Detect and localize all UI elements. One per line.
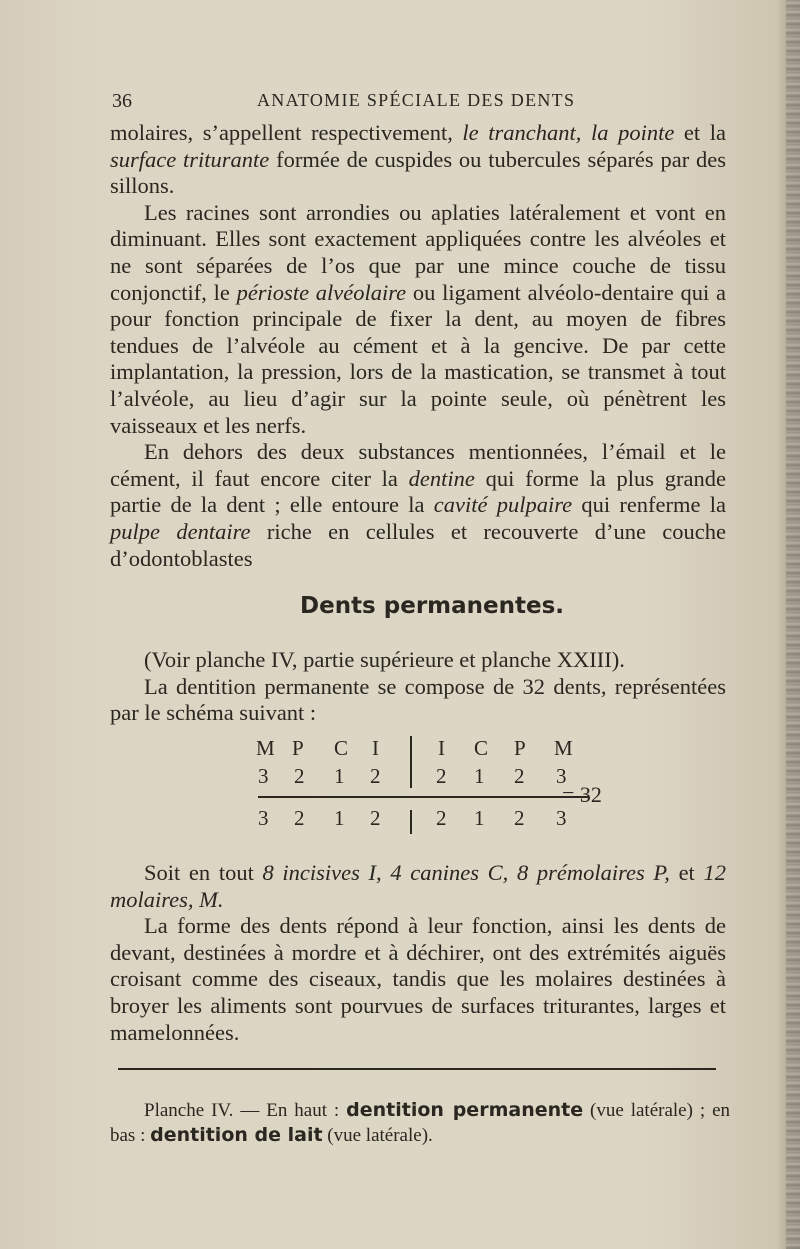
formula-upper-left-c: 1 bbox=[334, 764, 345, 788]
formula-upper-right-m: 3 bbox=[556, 764, 567, 788]
formula-lower-left-i: 2 bbox=[370, 806, 381, 830]
paragraph-7: La forme des dents répond à leur fonction, ainsi les dents de devant, destinées à mordre et à déchirer, ont des extrémités aiguës croisant comme des ciseaux, tandis que les molaires destinées à broyer les aliments sont pourvues de surfaces triturantes, larges et mamelonnées. bbox=[110, 913, 726, 1045]
formula-lower-right-p: 2 bbox=[514, 806, 525, 830]
formula-upper-right-p: 2 bbox=[514, 764, 525, 788]
caption-bold-2: dentition de lait bbox=[150, 1124, 323, 1146]
paragraph-4: (Voir planche IV, partie supérieure et planche XXIII). bbox=[144, 647, 625, 672]
formula-lower-right-i: 2 bbox=[436, 806, 447, 830]
p3-italic-3: pulpe dentaire bbox=[110, 518, 251, 544]
formula-lower-left-c: 1 bbox=[334, 806, 345, 830]
formula-total: = 32 bbox=[562, 782, 602, 807]
p2-text-1: Les racines sont arrondies ou aplaties latéralement et vont en diminuant. Elles sont exactement appliquées contre les alvéoles et ne sont séparées de l’os que par une mince couche de tissu conjonctif, le bbox=[110, 199, 726, 305]
formula-left-header-c: C bbox=[334, 736, 349, 760]
page-number: 36 bbox=[112, 90, 132, 112]
body-text-top bbox=[110, 120, 726, 572]
p3-text-3: qui renferme la bbox=[572, 492, 726, 518]
formula-lower-right-m: 3 bbox=[556, 806, 567, 830]
p2-italic-1: périoste alvéolaire bbox=[236, 279, 407, 305]
formula-right-header-i: I bbox=[438, 736, 445, 760]
p1-italic-1: le tranchant, la pointe bbox=[462, 120, 675, 145]
plate-caption bbox=[110, 1098, 730, 1148]
caption-text-3: (vue latérale). bbox=[322, 1125, 433, 1146]
horizontal-rule bbox=[118, 1068, 716, 1070]
formula-right-header-m: M bbox=[554, 736, 573, 760]
formula-right-header-c: C bbox=[474, 736, 489, 760]
formula-upper-right-i: 2 bbox=[436, 764, 447, 788]
formula-lower-left-p: 2 bbox=[294, 806, 305, 830]
formula-fraction-bar bbox=[258, 796, 588, 798]
page-edge bbox=[786, 0, 800, 1249]
p3-italic-2: cavité pulpaire bbox=[433, 492, 573, 518]
formula-right-header-p: P bbox=[514, 736, 526, 760]
p6-text-1: Soit en tout bbox=[144, 860, 263, 885]
body-text-bottom bbox=[110, 860, 726, 1046]
caption-bold-1: dentition permanente bbox=[346, 1099, 584, 1121]
formula-upper-divider bbox=[410, 736, 412, 788]
formula-upper-left-p: 2 bbox=[294, 764, 305, 788]
formula-left-header-i: I bbox=[372, 736, 379, 760]
paragraph-6 bbox=[110, 860, 726, 913]
formula-upper-right-c: 1 bbox=[474, 764, 485, 788]
formula-left-header-p: P bbox=[292, 736, 304, 760]
formula-lower-left-m: 3 bbox=[258, 806, 269, 830]
p3-text-4: riche en cellules et recouverte d’une couche d’odontoblastes bbox=[110, 518, 726, 571]
formula-lower-divider bbox=[410, 810, 412, 834]
body-text-middle bbox=[110, 647, 726, 727]
p2-text-2: ou ligament alvéolo-dentaire qui a pour fonction principale de fixer la dent, au moyen de fibres tendues de l’alvéole au cément et à la gencive. De par cette implantation, la pression, lors de la mastication, se transmet à tout l’alvéole, au lieu d’agir sur la pointe seule, où pénètrent les vaisseaux et les nerfs. bbox=[110, 279, 726, 438]
formula-upper-left-i: 2 bbox=[370, 764, 381, 788]
page-header bbox=[112, 90, 722, 116]
dental-formula bbox=[250, 730, 650, 840]
paragraph-2 bbox=[110, 200, 726, 439]
caption-text-2: (vue latérale) ; en bas : bbox=[110, 1100, 730, 1146]
p3-text-2: qui forme la plus grande partie de la dent ; elle entoure la bbox=[110, 465, 727, 518]
paragraph-1 bbox=[110, 120, 726, 200]
running-title: ANATOMIE SPÉCIALE DES DENTS bbox=[257, 90, 576, 110]
paragraph-5: La dentition permanente se compose de 32 dents, représentées par le schéma suivant : bbox=[110, 673, 726, 726]
p3-italic-1: dentine bbox=[408, 465, 475, 491]
section-heading: Dents permanentes. bbox=[300, 593, 565, 619]
p1-text-1: molaires, s’appellent respectivement, bbox=[110, 120, 463, 145]
caption-text-1: Planche IV. — En haut : bbox=[144, 1100, 347, 1121]
p6-text-2: et bbox=[669, 860, 704, 885]
formula-left-header-m: M bbox=[256, 736, 275, 760]
formula-lower-right-c: 1 bbox=[474, 806, 485, 830]
p6-italic-1: 8 incisives I, 4 canines C, 8 prémolaires P, bbox=[262, 860, 670, 885]
caption-text bbox=[110, 1098, 730, 1148]
paragraph-3 bbox=[110, 439, 726, 572]
p1-text-3: formée de cuspides ou tubercules séparés par des sillons. bbox=[110, 146, 726, 199]
p6-italic-2: 12 molaires, M. bbox=[110, 860, 726, 912]
p3-text-1: En dehors des deux substances mentionnées, l’émail et le cément, il faut encore citer la bbox=[110, 439, 726, 491]
p1-italic-2: surface triturante bbox=[110, 146, 270, 172]
formula-upper-left-m: 3 bbox=[258, 764, 269, 788]
p1-text-2: et la bbox=[674, 120, 726, 145]
